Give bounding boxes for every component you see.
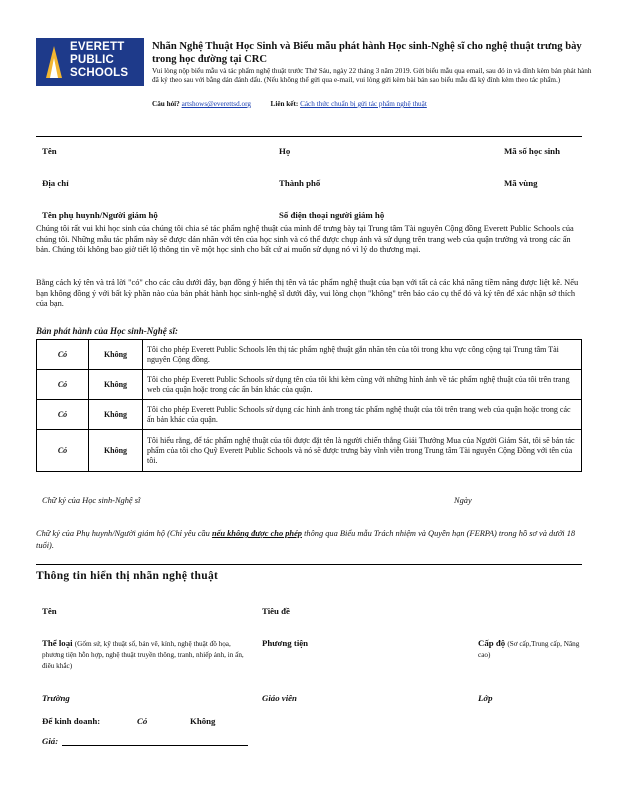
price-input[interactable]: [62, 745, 248, 746]
logo-line-1: EVERETT: [70, 41, 125, 53]
release-table: [36, 339, 582, 472]
parent-signature-label: Chữ ký của Phụ huynh/Người giám hộ (Chỉ yêu cầu: [36, 529, 212, 538]
questions-email-link[interactable]: artshows@everettsd.org: [181, 100, 251, 108]
medium-field[interactable]: Phương tiện: [262, 638, 309, 648]
category-field[interactable]: [42, 638, 254, 671]
date-field[interactable]: Ngày: [454, 496, 472, 505]
release-statement: Tôi hiểu rằng, để tác phẩm nghệ thuật của tôi được đặt tên là người chiến thắng Giải Thưởng Mua của Người Giám Sát, tôi sẽ bán tác phẩm của tôi cho Quỹ Everett Public Schools và nó sẽ được trưng bày vĩnh viễn trong Trung tâm Tài nguyên Cộng Đồng với tên của tôi.: [143, 430, 582, 472]
level-hint: (Sơ cấp,Trung cấp, Nâng cao): [478, 640, 580, 659]
zip-field[interactable]: Mã vùng: [504, 178, 538, 188]
questions-label: Câu hỏi?: [152, 100, 180, 108]
parent-signature-note: thông qua Biểu mẫu Trách nhiệm và Quyền hạn (FERPA) trong hồ sơ và dưới 18 tuổi).: [36, 529, 576, 550]
release-no-option[interactable]: Không: [89, 340, 143, 370]
release-yes-option[interactable]: Có: [37, 430, 89, 472]
link-label: Liên kết:: [270, 100, 299, 108]
for-sale-label: Để kinh doanh:: [42, 716, 101, 726]
first-name-field[interactable]: Tên: [42, 146, 57, 156]
level-field[interactable]: [478, 638, 584, 660]
last-name-field[interactable]: Họ: [279, 146, 291, 156]
teacher-field[interactable]: Giáo viên: [262, 693, 297, 703]
parent-signature-condition: nếu không được cho phép: [211, 529, 302, 538]
prepare-artwork-link[interactable]: Cách thức chuẩn bị gửi tác phẩm nghệ thuật: [300, 100, 427, 108]
release-statement: Tôi cho phép Everett Public Schools sử dụng các hình ảnh trong tác phẩm nghệ thuật của tôi trên trang web của quận hoặc trong các ấn bản khác của quận.: [143, 400, 582, 430]
label-name-field[interactable]: Tên: [42, 606, 57, 616]
for-sale-yes-option[interactable]: Có: [137, 716, 148, 726]
category-label: Thể loại: [42, 638, 73, 648]
release-row: [37, 370, 582, 400]
release-yes-option[interactable]: Có: [37, 400, 89, 430]
release-statement: Tôi cho phép Everett Public Schools lên thị tác phẩm nghệ thuật gắn nhãn tên của tôi trong khu vực công cộng tại Trung tâm Tài nguyên Cộng đồng.: [143, 340, 582, 370]
category-hint: (Gốm sứ, kỹ thuật số, bản vẽ, kính, nghệ thuật đồ họa, phương tiện hỗn hợp, nghệ thuật truyền thông, tranh, nhiếp ảnh, in ấn, điêu khắc): [42, 640, 244, 670]
release-no-option[interactable]: Không: [89, 370, 143, 400]
grade-field[interactable]: Lớp: [478, 693, 493, 703]
contact-line: [152, 100, 592, 109]
intro-paragraph-1: Chúng tôi rất vui khi học sinh của chúng tôi chia sẻ tác phẩm nghệ thuật của mình để trưng bày tại Trung tâm Tài nguyên Cộng đồng Everett Public Schools của chúng tôi. Những mẫu tác phẩm này sẽ được dán nhãn với tên của học sinh và có thể được chụp ảnh và sử dụng trên trang web của quận trường và trong các ấn bản. Chúng tôi không bao giờ tiết lộ thông tin về một học sinh cho bất cứ ai muốn sử dụng nó vì lý do thương mại.: [36, 224, 574, 255]
guardian-phone-field[interactable]: Số điện thoại người giám hộ: [279, 210, 385, 220]
address-field[interactable]: Địa chỉ: [42, 178, 69, 188]
intro-paragraph-2: Bằng cách ký tên và trả lời "có" cho các câu dưới đây, bạn đồng ý hiển thị tên và tác phẩm nghệ thuật của bạn với tất cả các khả năng tiềm năng được liệt kê. Nếu bạn không đồng ý với bất kỳ phần nào của bản phát hành học sinh-nghệ sĩ dưới đây, vui lòng chọn "không" trên bảo cáo cụ thể đó và ký tên để xác nhận sở thích của bạn.: [36, 278, 579, 309]
parent-signature-field[interactable]: [36, 528, 582, 552]
school-field[interactable]: Trường: [42, 693, 70, 703]
release-statement: Tôi cho phép Everett Public Schools sử dụng tên của tôi khi kèm cùng với những hình ảnh về tác phẩm nghệ thuật của tôi trên trang web của quận hoặc trong các ấn bản khác của quận.: [143, 370, 582, 400]
release-section-title: Bản phát hành của Học sinh-Nghệ sĩ:: [36, 326, 179, 336]
student-signature-field[interactable]: Chữ ký của Học sinh-Nghệ sĩ: [42, 496, 141, 505]
label-title-field[interactable]: Tiêu đề: [262, 606, 290, 616]
release-row: [37, 430, 582, 472]
guardian-name-field[interactable]: Tên phụ huynh/Người giám hộ: [42, 210, 158, 220]
display-section-title: Thông tin hiển thị nhãn nghệ thuật: [36, 570, 219, 582]
student-id-field[interactable]: Mã số học sinh: [504, 146, 560, 156]
logo-line-2: PUBLIC: [70, 54, 115, 66]
form-intro: Vui lòng nộp biểu mẫu và tác phẩm nghệ thuật trước Thứ Sáu, ngày 22 tháng 3 năm 2019. Gửi biểu mẫu qua email, sau đó in và đính kèm bản phát hành đã ký theo sau với bằng dán đánh dấu. (Nếu không thể gửi qua e-mail, vui lòng gửi kèm bài bản sao biểu mẫu đã ký đính kèm theo tác phẩm.): [152, 67, 592, 84]
release-row: [37, 400, 582, 430]
everett-public-schools-logo: [36, 38, 144, 86]
for-sale-no-option[interactable]: Không: [190, 716, 216, 726]
header-divider: [36, 136, 582, 137]
form-title: Nhãn Nghệ Thuật Học Sinh và Biểu mẫu phát hành Học sinh-Nghệ sĩ cho nghệ thuật trưng bày trong học đường tại CRC: [152, 41, 582, 65]
release-yes-option[interactable]: Có: [37, 370, 89, 400]
release-yes-option[interactable]: Có: [37, 340, 89, 370]
logo-flame-icon: [40, 42, 68, 82]
release-no-option[interactable]: Không: [89, 400, 143, 430]
release-no-option[interactable]: Không: [89, 430, 143, 472]
release-row: [37, 340, 582, 370]
level-label: Cấp độ: [478, 638, 506, 648]
city-field[interactable]: Thành phố: [279, 178, 321, 188]
logo-line-3: SCHOOLS: [70, 67, 129, 79]
price-label: Giá:: [42, 736, 59, 746]
display-section-divider: [36, 564, 582, 565]
